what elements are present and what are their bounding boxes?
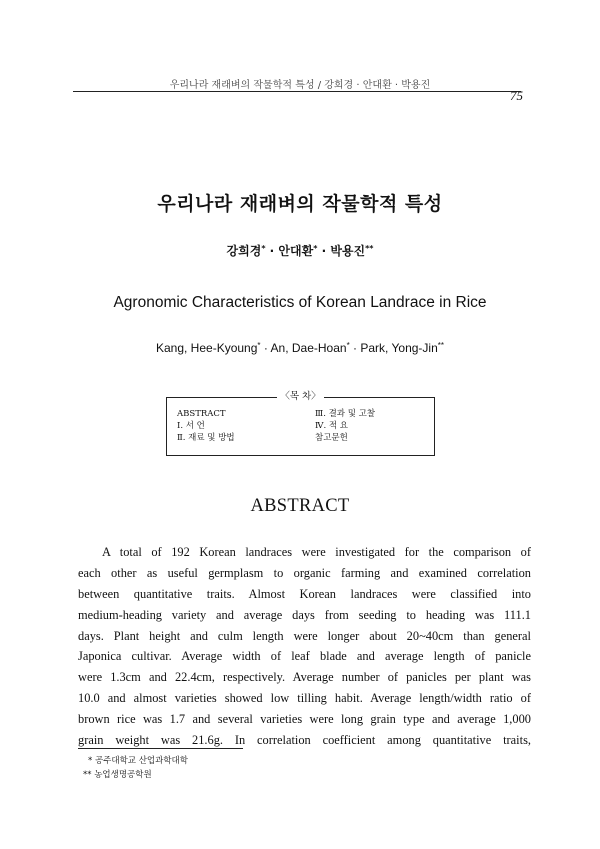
title-english: Agronomic Characteristics of Korean Landrace in Rice: [113, 294, 487, 311]
abstract-line: A total of 192 Korean landraces were investigated for the comparison of: [102, 545, 531, 559]
footnote-mark: *: [88, 756, 93, 766]
author-ko-2: 안대환: [278, 244, 314, 258]
toc-item-introduction: Ⅰ. 서 언: [177, 421, 205, 431]
abstract-line: between quantitative traits. Almost Korean landraces were classified into: [78, 586, 531, 601]
abstract-line: days. Plant height and culm length were longer about 20~40cm than general: [78, 628, 531, 643]
abstract-line: brown rice was 1.7 and several varieties were long grain type and average 1,000: [78, 712, 531, 727]
abstract-line: grain weight was 21.6g. In correlation coefficient among quantitative traits,: [78, 733, 531, 748]
title-korean: 우리나라 재래벼의 작물학적 특성: [157, 193, 443, 215]
running-header: 우리나라 재래벼의 작물학적 특성 / 강희경 · 안대환 · 박용진: [169, 80, 431, 91]
toc-title: 〈목 차〉: [277, 391, 323, 402]
abstract-body: [78, 542, 531, 751]
affiliation-mark: **: [365, 244, 374, 253]
authors-korean: [0, 242, 600, 259]
toc-item-materials-methods: Ⅱ. 재료 및 방법: [177, 433, 235, 443]
affiliation-mark: *: [257, 341, 261, 350]
table-of-contents: [166, 391, 435, 456]
abstract-line: Japonica cultivar. Average width of leaf blade and average length of panicle: [78, 649, 531, 664]
author-en-3: Park, Yong-Jin: [360, 341, 438, 355]
author-separator: ·: [265, 244, 279, 258]
toc-item-references: 참고문헌: [315, 433, 348, 443]
affiliation-mark: *: [261, 244, 266, 253]
authors-english: [0, 341, 600, 355]
footnote-2: [83, 770, 152, 781]
affiliation-mark: *: [313, 244, 318, 253]
abstract-line: 10.0 and almost varieties showed low tilling habit. Average length/width ratio of: [78, 691, 531, 706]
toc-item-abstract: ABSTRACT: [177, 409, 226, 419]
author-ko-3: 박용진: [330, 244, 366, 258]
author-separator: ·: [317, 244, 331, 258]
footnote-text: 농업생명공학원: [94, 770, 152, 780]
author-ko-1: 강희경: [226, 244, 262, 258]
affiliation-mark: *: [346, 341, 350, 350]
footnote-mark: **: [83, 770, 92, 780]
affiliation-mark: **: [437, 341, 444, 350]
header-rule: [73, 91, 521, 92]
toc-item-summary: Ⅳ. 적 요: [315, 421, 349, 431]
author-separator: ·: [349, 341, 361, 355]
abstract-line: each other as useful germplasm to organic farming and examined correlation: [78, 565, 531, 580]
author-en-1: Kang, Hee-Kyoung: [155, 341, 258, 355]
author-en-2: An, Dae-Hoan: [270, 341, 347, 355]
footnote-rule: [78, 748, 243, 749]
author-separator: ·: [260, 341, 271, 355]
toc-item-results-discussion: Ⅲ. 결과 및 고찰: [315, 409, 376, 419]
abstract-line: were 1.3cm and 22.4cm, respectively. Average number of panicles per plant was: [78, 670, 531, 685]
page-number: 75: [510, 88, 523, 103]
abstract-line: medium-heading variety and average days from seeding to heading was 111.1: [78, 607, 531, 622]
footnote-text: 공주대학교 산업과학대학: [94, 756, 188, 766]
footnote-1: [88, 756, 188, 767]
abstract-heading: ABSTRACT: [250, 496, 350, 516]
